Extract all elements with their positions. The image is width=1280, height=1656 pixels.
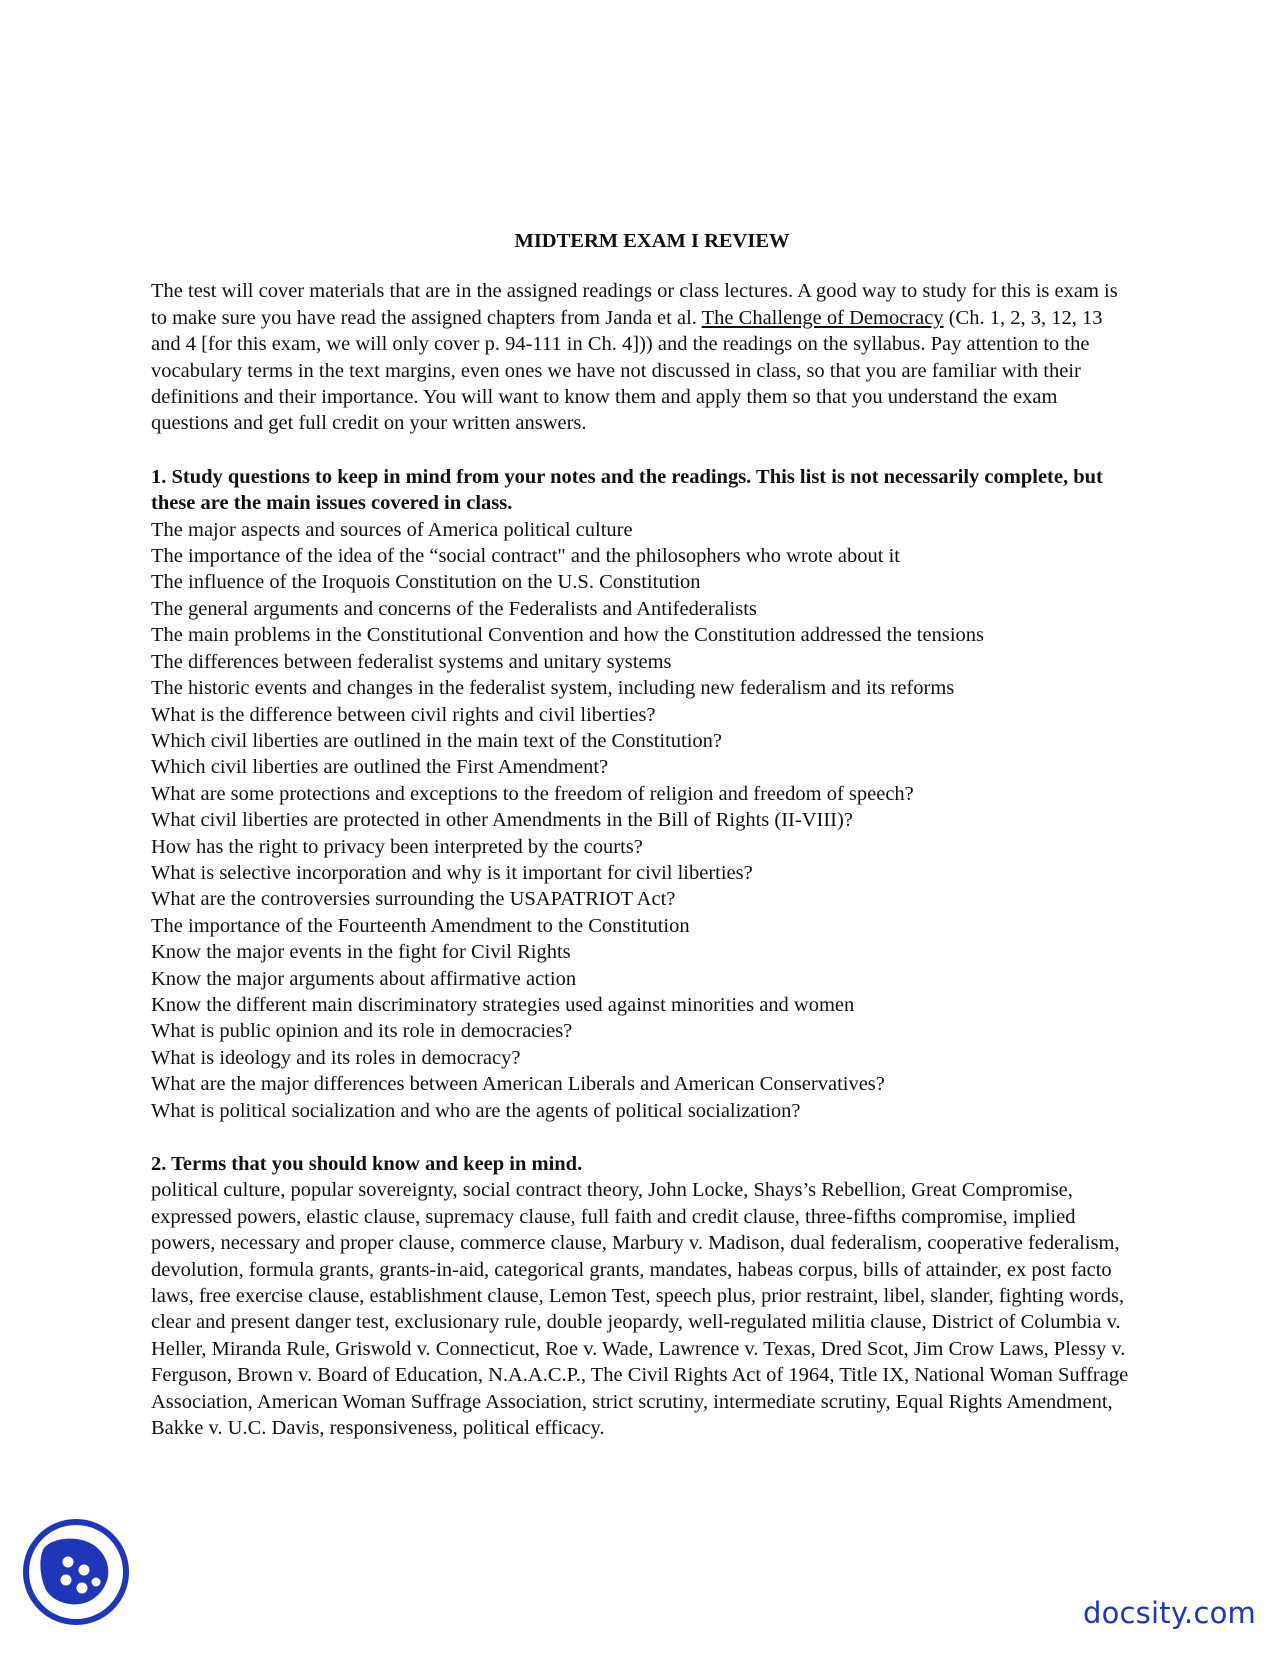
list-item: What is the difference between civil rights and civil liberties? bbox=[151, 703, 656, 726]
book-title: The Challenge of Democracy bbox=[701, 306, 944, 329]
intro-text-part2: (Ch. 1, 2, 3, 12, 13 and 4 [for this exam, we will only cover p. 94-111 in Ch. 4])) and the readings on the syllabus. Pay attention to the vocabulary terms in the text margins, even ones we have not discussed in class, so that you are familiar with their definitions and their importance. You will want to know them and apply them so that you understand the exam questions and get full credit on your written answers. bbox=[151, 306, 1103, 435]
list-item: What is public opinion and its role in democracies? bbox=[151, 1020, 573, 1043]
docsity-watermark[interactable]: docsity.com bbox=[1082, 1596, 1256, 1630]
list-item: Know the different main discriminatory strategies used against minorities and women bbox=[151, 993, 855, 1016]
study-questions-list bbox=[151, 517, 1131, 1124]
docsity-logo-icon[interactable] bbox=[22, 1518, 130, 1626]
list-item: How has the right to privacy been interpreted by the courts? bbox=[151, 835, 643, 858]
list-item: The importance of the Fourteenth Amendment to the Constitution bbox=[151, 914, 690, 937]
list-item: What are the controversies surrounding the USAPATRIOT Act? bbox=[151, 888, 676, 911]
list-item: Know the major events in the fight for Civil Rights bbox=[151, 941, 571, 964]
section2-heading: 2. Terms that you should know and keep in mind. bbox=[151, 1153, 583, 1175]
intro-text-part1: The test will cover materials that are in the assigned readings or class lectures. A good way to study for this is exam is to make sure you have read the assigned chapters from Janda et al. bbox=[151, 280, 1118, 329]
list-item: The differences between federalist systems and unitary systems bbox=[151, 650, 672, 673]
list-item: What are some protections and exceptions to the freedom of religion and freedom of speech? bbox=[151, 782, 914, 805]
list-item: What civil liberties are protected in other Amendments in the Bill of Rights (II-VIII)? bbox=[151, 809, 853, 832]
document-body bbox=[151, 228, 1131, 1441]
list-item: What is selective incorporation and why is it important for civil liberties? bbox=[151, 861, 753, 884]
terms-paragraph: political culture, popular sovereignty, social contract theory, John Locke, Shays’s Rebellion, Great Compromise, expressed powers, elastic clause, supremacy clause, full faith and credit clause, three-fifths compromise, implied powers, necessary and proper clause, commerce clause, Marbury v. Madison, dual federalism, cooperative federalism, devolution, formula grants, grants-in-aid, categorical grants, mandates, habeas corpus, bills of attainder, ex post facto laws, free exercise clause, establishment clause, Lemon Test, speech plus, prior restraint, libel, slander, fighting words, clear and present danger test, exclusionary rule, double jeopardy, well-regulated militia clause, District of Columbia v. Heller, Miranda Rule, Griswold v. Connecticut, Roe v. Wade, Lawrence v. Texas, Dred Scot, Jim Crow Laws, Plessy v. Ferguson, Brown v. Board of Education, N.A.A.C.P., The Civil Rights Act of 1964, Title IX, National Woman Suffrage Association, American Woman Suffrage Association, strict scrutiny, intermediate scrutiny, Equal Rights Amendment, Bakke v. U.C. Davis, responsiveness, political efficacy. bbox=[151, 1179, 1129, 1440]
list-item: The importance of the idea of the “social contract" and the philosophers who wrote about it bbox=[151, 545, 900, 568]
list-item: The major aspects and sources of America political culture bbox=[151, 518, 633, 541]
list-item: The influence of the Iroquois Constitution on the U.S. Constitution bbox=[151, 571, 701, 594]
list-item: Which civil liberties are outlined the First Amendment? bbox=[151, 756, 609, 779]
list-item: What is ideology and its roles in democracy? bbox=[151, 1046, 521, 1069]
list-item: What are the major differences between American Liberals and American Conservatives? bbox=[151, 1073, 885, 1096]
section1-heading: 1. Study questions to keep in mind from your notes and the readings. This list is not necessarily complete, but these are the main issues covered in class. bbox=[151, 465, 1103, 515]
list-item: Which civil liberties are outlined in the main text of the Constitution? bbox=[151, 729, 723, 752]
list-item: The historic events and changes in the federalist system, including new federalism and its reforms bbox=[151, 677, 955, 700]
list-item: What is political socialization and who are the agents of political socialization? bbox=[151, 1099, 801, 1122]
list-item: The main problems in the Constitutional Convention and how the Constitution addressed the tensions bbox=[151, 624, 985, 647]
list-item: Know the major arguments about affirmative action bbox=[151, 967, 577, 990]
list-item: The general arguments and concerns of the Federalists and Antifederalists bbox=[151, 597, 757, 620]
page-title: MIDTERM EXAM I REVIEW bbox=[514, 230, 790, 252]
intro-paragraph bbox=[151, 278, 1131, 436]
